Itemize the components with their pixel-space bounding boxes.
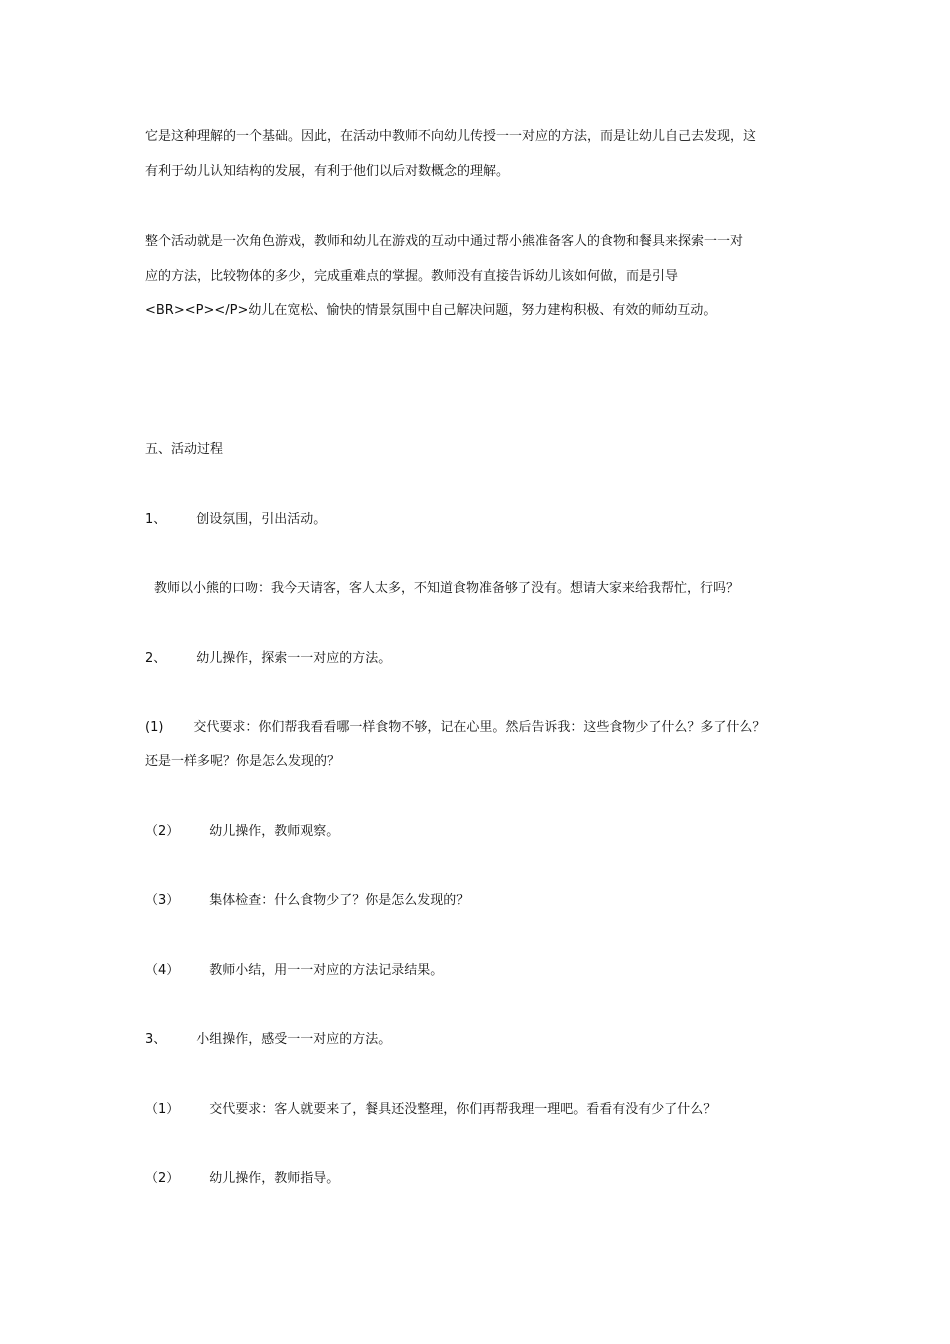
step-2-3-number: （3） <box>145 893 180 908</box>
step-2-1 <box>145 719 765 737</box>
step-2-number: 2、 <box>145 651 167 666</box>
step-2-3-text: 集体检查：什么食物少了？你是怎么发现的？ <box>209 893 470 908</box>
step-3-1-number: （1） <box>145 1102 180 1117</box>
html-tag-text: <BR><P></P> <box>145 303 249 318</box>
step-2-2-number: （2） <box>145 824 180 839</box>
step-3-2-number: （2） <box>145 1171 180 1186</box>
step-2 <box>145 650 391 668</box>
paragraph-2-line-2: 应的方法，比较物体的多少，完成重难点的掌握。教师没有直接告诉幼儿该如何做，而是引导 <box>145 269 679 284</box>
step-3 <box>145 1031 391 1049</box>
paragraph-2-line-3-text: 幼儿在宽松、愉快的情景氛围中自己解决问题，努力建构积极、有效的师幼互动。 <box>248 303 717 318</box>
step-1-number: 1、 <box>145 512 167 527</box>
step-3-text: 小组操作，感受一一对应的方法。 <box>196 1032 392 1047</box>
step-1-text: 创设氛围，引出活动。 <box>196 512 327 527</box>
step-3-2-text: 幼儿操作，教师指导。 <box>209 1171 340 1186</box>
step-2-2-text: 幼儿操作，教师观察。 <box>209 824 340 839</box>
step-3-number: 3、 <box>145 1032 167 1047</box>
step-2-4-number: （4） <box>145 963 180 978</box>
step-1-detail: 教师以小熊的口吻：我今天请客，客人太多，不知道食物准备够了没有。想请大家来给我帮忙，行吗？ <box>154 581 740 596</box>
step-3-2 <box>145 1170 339 1188</box>
section-heading: 五、活动过程 <box>145 442 224 457</box>
step-3-1-text: 交代要求：客人就要来了，餐具还没整理，你们再帮我理一理吧。看看有没有少了什么？ <box>209 1102 717 1117</box>
paragraph-1-line-1: 它是这种理解的一个基础。因此，在活动中教师不向幼儿传授一一对应的方法，而是让幼儿自己去发现，这 <box>145 129 757 144</box>
step-2-1-number: (1) <box>145 720 164 735</box>
step-2-1-text: 交代要求：你们帮我看看哪一样食物不够，记在心里。然后告诉我：这些食物少了什么？多了什么？ <box>193 720 766 735</box>
step-2-1-continuation: 还是一样多呢？你是怎么发现的？ <box>145 754 341 769</box>
step-2-3 <box>145 892 469 910</box>
step-2-4-text: 教师小结，用一一对应的方法记录结果。 <box>209 963 444 978</box>
step-1 <box>145 511 326 529</box>
step-3-1 <box>145 1101 716 1119</box>
paragraph-2-line-3 <box>145 302 716 320</box>
step-2-2 <box>145 823 339 841</box>
paragraph-2-line-1: 整个活动就是一次角色游戏，教师和幼儿在游戏的互动中通过帮小熊准备客人的食物和餐具来探索一一对 <box>145 234 744 249</box>
paragraph-1-line-2: 有利于幼儿认知结构的发展，有利于他们以后对数概念的理解。 <box>145 164 510 179</box>
step-2-4 <box>145 962 443 980</box>
step-2-text: 幼儿操作，探索一一对应的方法。 <box>196 651 392 666</box>
